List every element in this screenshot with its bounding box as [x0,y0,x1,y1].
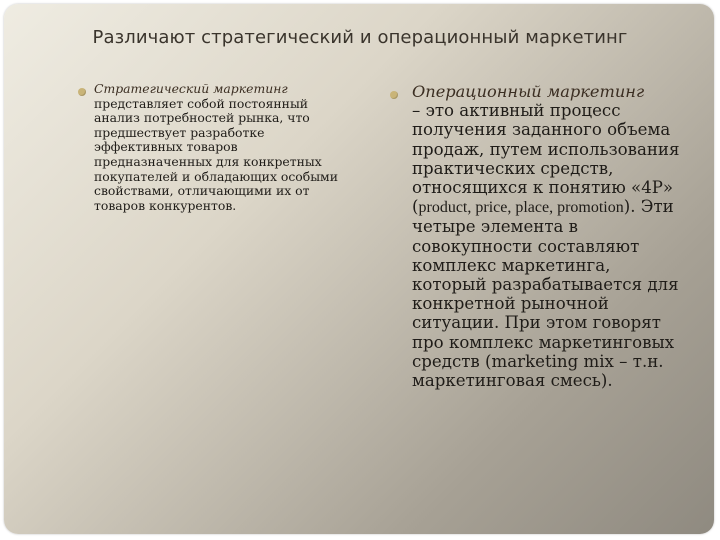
operational-marketing-text [412,82,690,390]
strategic-marketing-definition: представляет собой постоянный анализ потребностей рынка, что предшествует разработке эффективных товаров предназначенных для конкретных покупателей и обладающих особыми свойствами, отличающими их от товаров конкурентов. [94,95,338,213]
strategic-marketing-block [78,82,356,213]
slide-title: Различают стратегический и операционный маркетинг [92,27,628,48]
bullet-icon [78,88,86,96]
operational-marketing-block [390,82,690,390]
operational-marketing-definition-part2: ). Эти четыре элемента в совокупности составляют комплекс маркетинга, который разрабатывается для конкретной рыночной ситуации. При этом говорят про комплекс маркетинговых средств (marketing mix – т.н. маркетинговая смесь). [412,197,679,391]
strategic-marketing-term: Стратегический маркетинг [94,81,288,96]
bullet-icon [390,91,398,99]
strategic-marketing-text [94,82,356,213]
operational-marketing-definition-part1: – это активный процесс получения заданного объема продаж, путем использования практических средств, относящихся к понятию «4P» ( [412,101,680,217]
operational-marketing-term: Операционный маркетинг [412,82,645,101]
four-p-list: product, price, place, promotion [418,199,624,217]
